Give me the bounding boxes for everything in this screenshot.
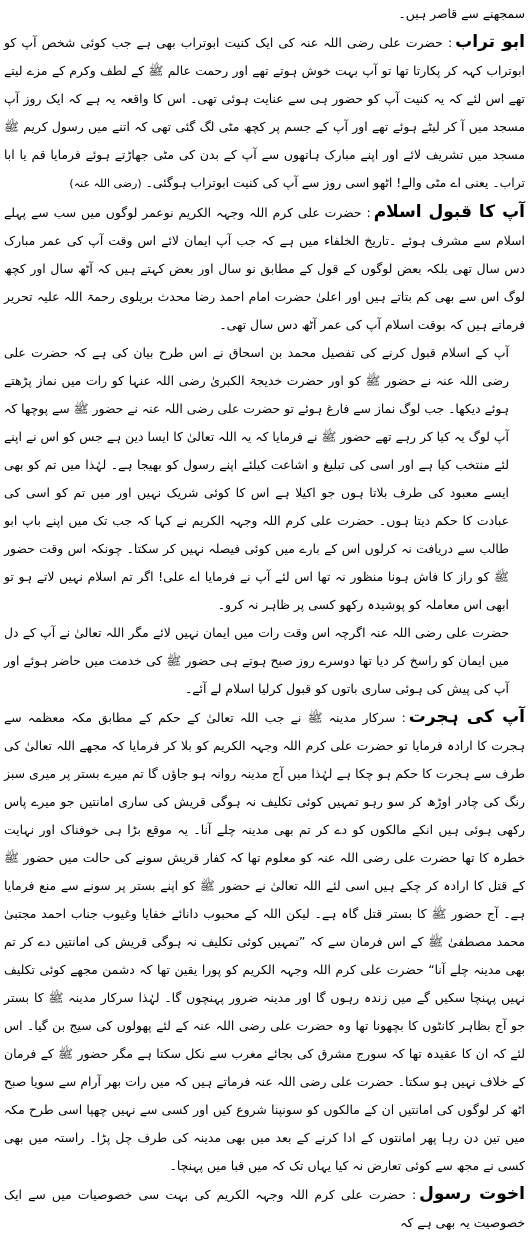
- section-brotherhood: [4, 1180, 525, 1237]
- top-line-text: [4, 0, 525, 28]
- heading-abu-turab: ابو تراب: [455, 32, 526, 52]
- section-acceptance-of-islam: [4, 198, 525, 339]
- body-islam-details: آپ کے اسلام قبول کرنے کی تفصیل محمد بن اسحاق نے اس طرح بیان کی ہے کہ حضرت علی رضی اللہ عنہ نے حضور ﷺ کو اور حضرت خدیجۃ الکبریٰ رضی اللہ عنہا کو رات میں نماز پڑھتے ہوئے دیکھا۔ جب لوگ نماز سے فارغ ہوئے تو حضرت علی رضی اللہ عنہ نے حضور ﷺ سے پوچھا کہ آپ لوگ یہ کیا کر رہے تھے حضور ﷺ نے فرمایا کہ یہ اللہ تعالیٰ کا ایسا دین ہے جس کو اس نے اپنے لئے منتخب کیا ہے اور اسی کی تبلیغ و اشاعت کیلئے اپنے رسول کو بھیجا ہے۔ لہٰذا میں تم کو بھی ایسے معبود کی طرف بلاتا ہوں جو اکیلا ہے اس کا کوئی شریک نہیں اور میں تم کو اسی کی عبادت کا حکم دیتا ہوں۔ حضرت علی کرم اللہ وجہہ الکریم نے کہا کہ جب تک میں اپنے باپ ابو طالب سے دریافت نہ کرلوں اس کے بارے میں کوئی فیصلہ نہیں کر سکتا۔ چونکہ اس وقت حضور ﷺ کو راز کا فاش ہونا منظور نہ تھا اس لئے آپ نے فرمایا اے علی! اگر تم اسلام نہیں لاتے ہو تو ابھی اس معاملہ کو پوشیدہ رکھو کسی پر ظاہر نہ کرو۔: [4, 345, 509, 612]
- section-hijrat: [4, 703, 525, 1180]
- section-abu-turab: [4, 28, 525, 198]
- body-faith: حضرت علی رضی اللہ عنہ اگرچہ اس وقت رات میں ایمان نہیں لائے مگر اللہ تعالیٰ نے آپ کے دل میں ایمان کو راسخ کر دیا تھا دوسرے روز صبح ہوتے ہی حضور ﷺ کی خدمت میں حاضر ہوئے اور آپ کی پیش کی ہوئی ساری باتوں کو قبول کرلیا اسلام لے آئے۔: [4, 625, 509, 696]
- paragraph-faith: [4, 619, 525, 703]
- body-acceptance-of-islam: : حضرت علی کرم اللہ وجہہ الکریم نوعمر لوگوں میں سب سے پہلے اسلام سے مشرف ہوئے ۔تاریخ الخلفاء میں ہے کہ جب آپ ایمان لائے اس وقت آپ کی عمر مبارک دس سال تھی بلکہ بعض لوگوں کے قول کے مطابق نو سال اور بعض کہتے ہیں کہ آٹھ سال اور کچھ لوگ اس سے بھی کم بتاتے ہیں اور اعلیٰ حضرت امام احمد رضا محدث بریلوی رحمۃ اللہ علیہ تحریر فرماتے ہیں کہ بوقت اسلام آپ کی عمر آٹھ دس سال تھی۔: [4, 205, 525, 332]
- continued-text: سمجھنے سے قاصر ہیں۔: [398, 6, 525, 21]
- honorific-ref: (رضی اللہ عنہ): [69, 177, 142, 190]
- body-hijrat: : سرکار مدینہ ﷺ نے جب اللہ تعالیٰ کے حکم کے مطابق مکہ معظمہ سے ہجرت کا ارادہ فرمایا تو حضرت علی کرم اللہ وجہہ الکریم کو بلا کر فرمایا کہ مجھے اللہ تعالیٰ کی طرف سے ہجرت کا حکم ہو چکا ہے لہٰذا میں آج مدینہ روانہ ہو جاؤں گا تم میرے بستر پر میری سبز رنگ کی چادر اوڑھ کر سو رہو تمہیں کوئی تکلیف نہ ہوگی قریش کی ساری امانتیں جو میرے پاس رکھی ہوئی ہیں انکے مالکوں کو دے کر تم بھی مدینہ چلے آنا۔ یہ موقع بڑا ہی خوفناک اور نہایت خطرہ کا تھا حضرت علی رضی اللہ عنہ کو معلوم تھا کہ کفار قریش سونے کی حالت میں حضور ﷺ کے قتل کا ارادہ کر چکے ہیں اسی لئے اللہ تعالیٰ نے حضور ﷺ کو اپنے بستر پر سونے سے منع فرمایا ہے۔ آج حضور ﷺ کا بستر قتل گاہ ہے۔ لیکن اللہ کے محبوب دانائے خفایا وغیوب جناب احمد مجتبیٰ محمد مصطفیٰ ﷺ کے اس فرمان سے کہ ”تمہیں کوئی تکلیف نہ ہوگی قریش کی امانتیں دے کر تم بھی مدینہ چلے آنا“ حضرت علی کرم اللہ وجہہ الکریم کو پورا یقین تھا کہ دشمن مجھے کوئی تکلیف نہیں پہنچا سکیں گے میں زندہ رہوں گا اور مدینہ ضرور پہنچوں گا۔ لہٰذا سرکار مدینہ ﷺ کا بستر جو آج بظاہر کانٹوں کا بچھونا تھا وہ حضرت علی رضی اللہ عنہ کے لئے پھولوں کی سیج بن گیا۔ اس لئے کہ ان کا عقیدہ تھا کہ سورج مشرق کی بجائے مغرب سے نکل سکتا ہے مگر حضور ﷺ کے فرمان کے خلاف نہیں ہو سکتا۔ حضرت علی رضی اللہ عنہ فرماتے ہیں کہ میں رات بھر آرام سے سویا صبح اٹھ کر لوگوں کی امانتیں ان کے مالکوں کو سونپنا شروع کیں اور کسی سے نہیں چھپا اسی طرح مکہ میں تین دن رہا پھر امانتوں کے ادا کرنے کے بعد میں بھی مدینہ کی طرف چل پڑا۔ راستہ میں بھی کسی نے مجھ سے کوئی تعارض نہ کیا یہاں تک کہ میں قبا میں پہنچا۔: [4, 710, 525, 1173]
- paragraph-islam-details: [4, 339, 525, 619]
- heading-hijrat: آپ کی ہجرت: [408, 707, 525, 727]
- body-brotherhood: : حضرت علی کرم اللہ وجہہ الکریم کی بہت سی خصوصیات میں سے ایک خصوصیت یہ بھی ہے کہ: [4, 1187, 525, 1230]
- heading-acceptance-of-islam: آپ کا قبول اسلام: [373, 202, 526, 222]
- body-abu-turab: : حضرت علی رضی اللہ عنہ کی ایک کنیت ابوتراب بھی ہے جب کوئی شخص آپ کو ابوتراب کہہ کر پکارتا تھا تو آپ بہت خوش ہوتے تھے اور رحمت عالم ﷺ کے لطف وکرم کے مزے لیتے تھے اس لئے کہ یہ کنیت آپ کو حضور ہی سے عنایت ہوئی تھی۔ اس کا واقعہ یہ ہے کہ ایک روز آپ مسجد میں آ کر لیٹے ہوئے تھے اور آپ کے جسم پر کچھ مٹی لگ گئی تھی کہ اتنے میں رسول کریم ﷺ مسجد میں تشریف لائے اور اپنے مبارک ہاتھوں سے آپ کے بدن کی مٹی جھاڑتے ہوئے فرمایا قم یا ابا تراب۔ یعنی اے مٹی والے! اٹھو اسی روز سے آپ کی کنیت ابوتراب ہوگئی۔: [4, 35, 525, 190]
- heading-brotherhood: اخوت رسول: [419, 1184, 525, 1204]
